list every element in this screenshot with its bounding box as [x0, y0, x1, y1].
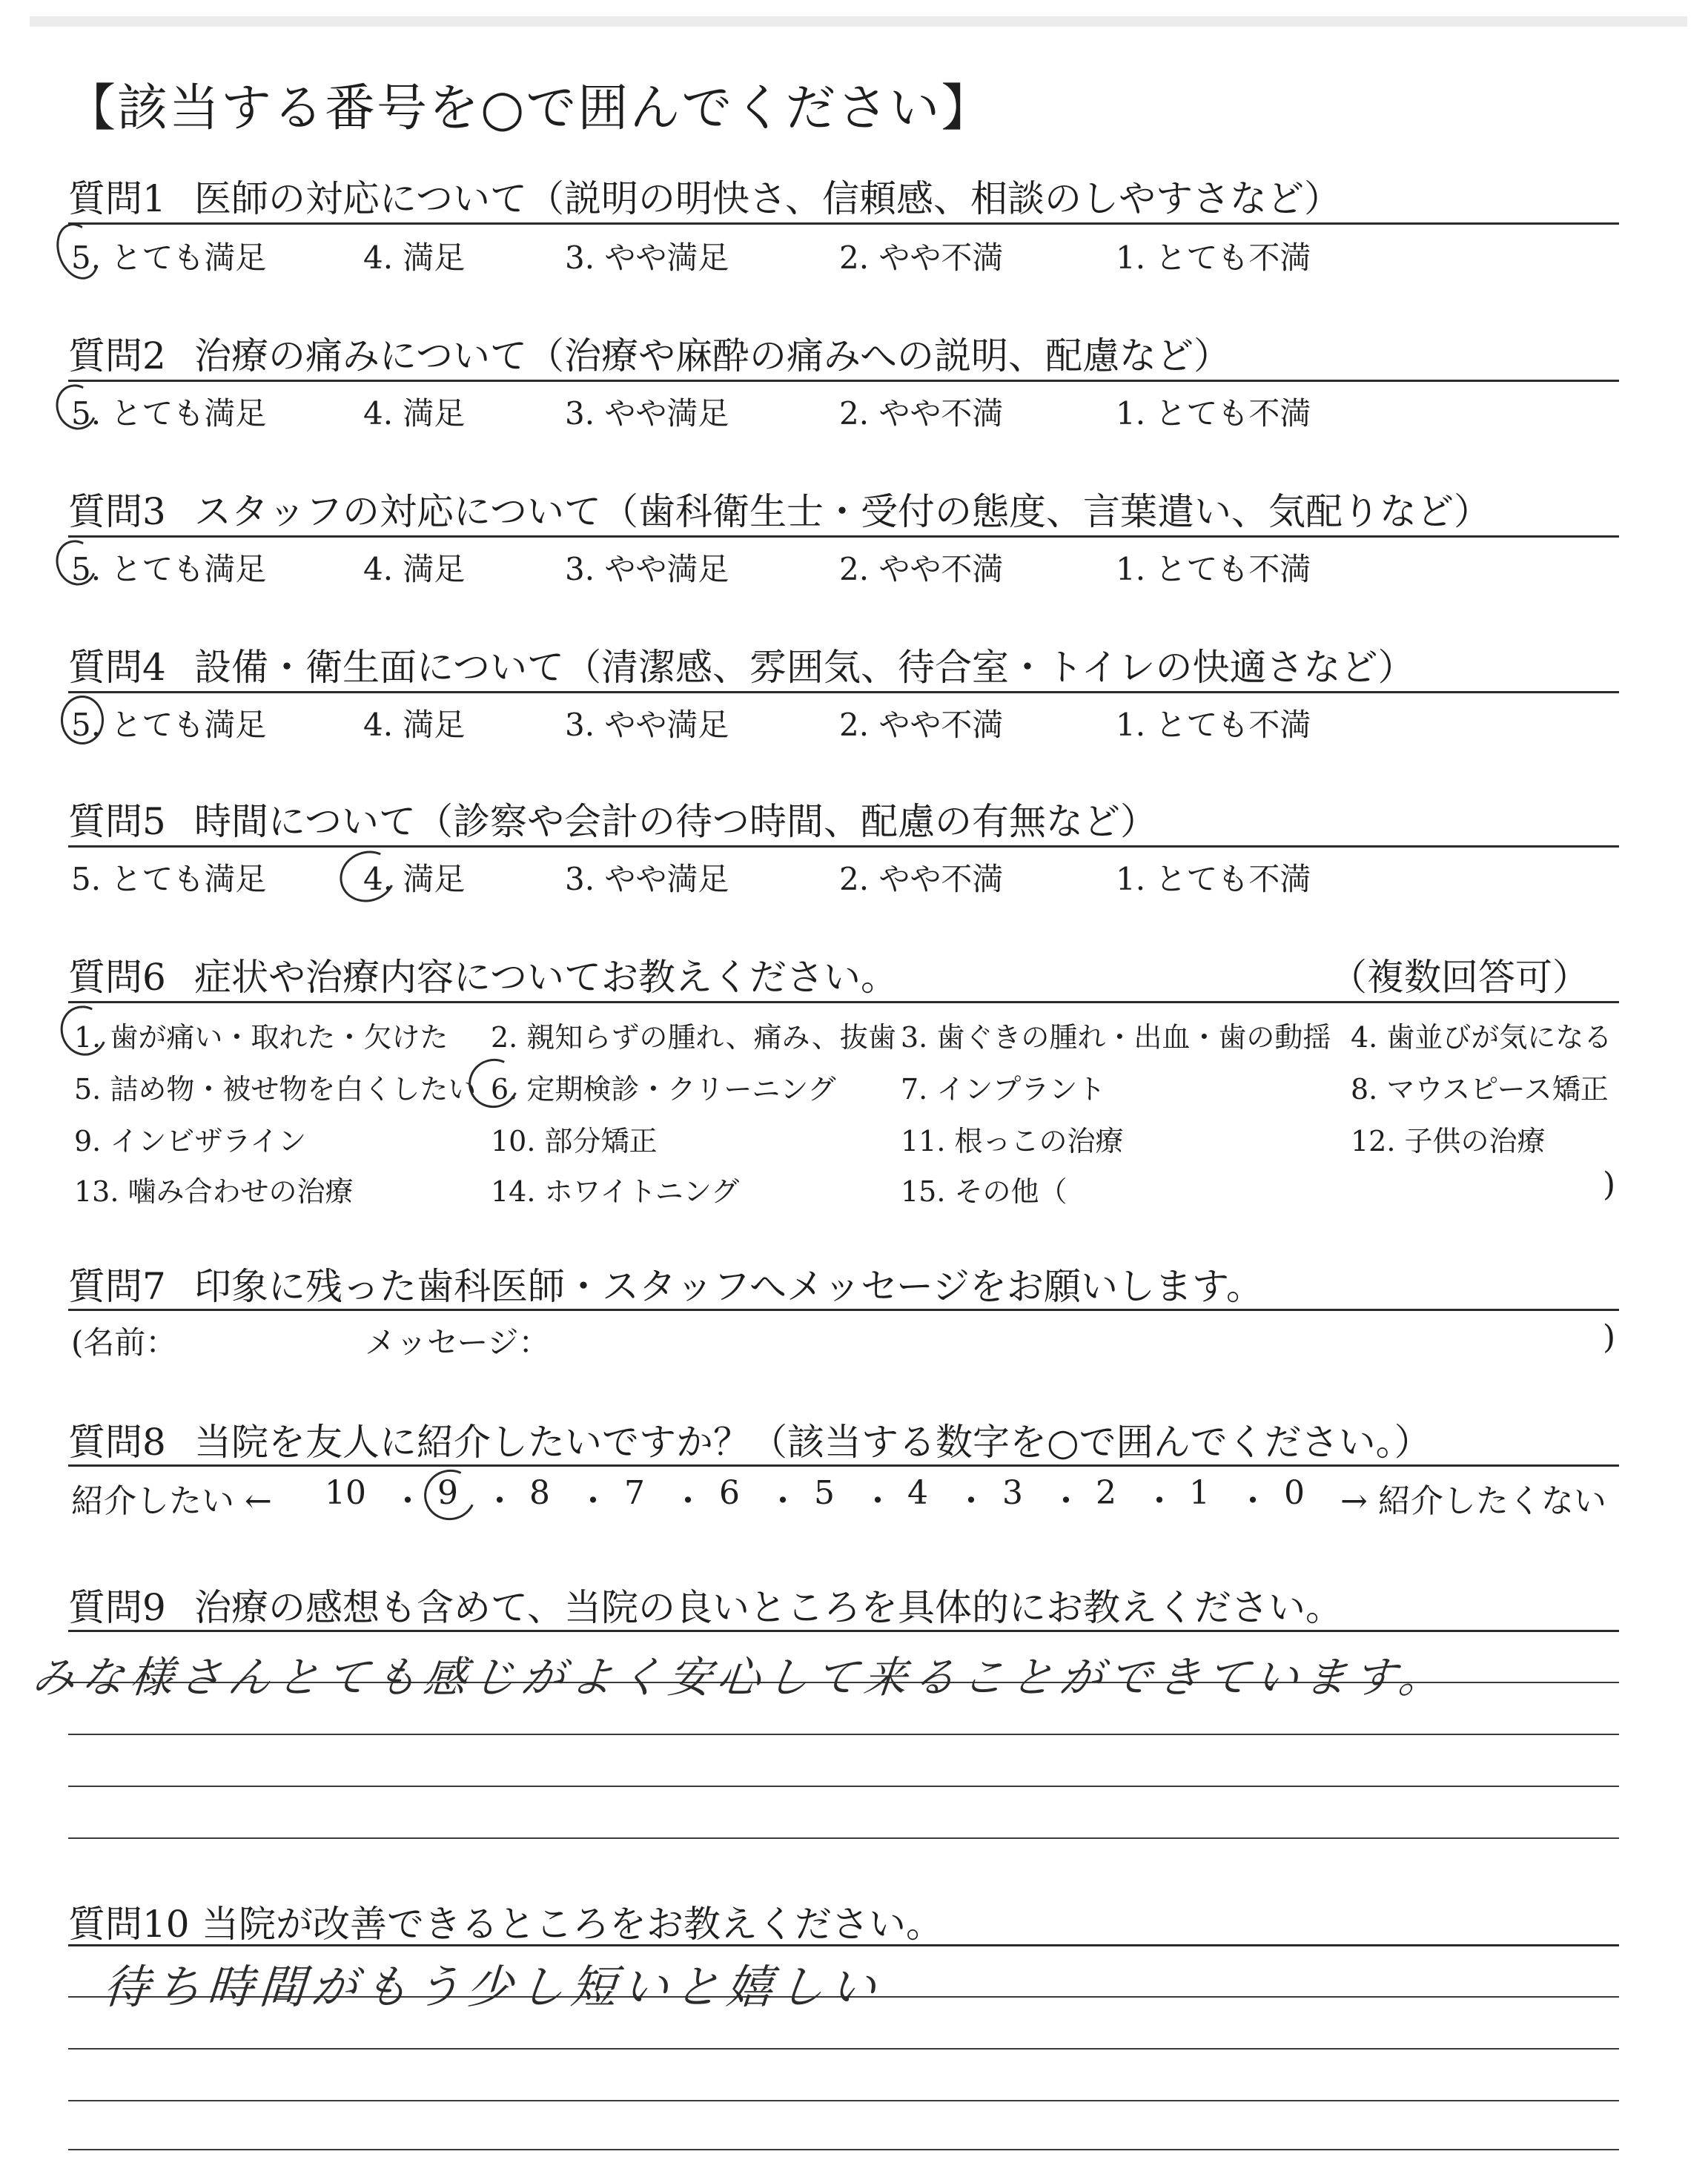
q4-option-4[interactable]: 4. 満足 [363, 707, 466, 743]
scale-dot: ・ [955, 1482, 987, 1520]
divider [68, 380, 1619, 382]
scale-dot: ・ [391, 1482, 424, 1520]
q2-option-1[interactable]: 1. とても不満 [1116, 395, 1311, 432]
question-text: 医師の対応について（説明の明快さ、信頼感、相談のしやすさなど） [194, 177, 1341, 220]
divider [68, 691, 1619, 693]
q2-option-5[interactable]: 5. とても満足 [71, 395, 267, 432]
q4-option-2[interactable]: 2. やや不満 [839, 707, 1004, 743]
other-close-paren: ) [1603, 1166, 1616, 1203]
scale-1[interactable]: 1 [1189, 1474, 1210, 1512]
question-number: 質問1 [68, 177, 166, 220]
question-8 [68, 1413, 1431, 1466]
scale-7[interactable]: 7 [624, 1474, 645, 1512]
scale-0[interactable]: 0 [1284, 1474, 1305, 1512]
q6-option-14[interactable]: 14. ホワイトニング [491, 1175, 740, 1208]
answer-line [68, 1734, 1619, 1735]
recommend-left-label: 紹介したい ← [71, 1482, 272, 1520]
message-label: メッセージ： [365, 1324, 550, 1361]
divider [68, 845, 1619, 848]
q4-option-1[interactable]: 1. とても不満 [1116, 707, 1311, 743]
scale-dot: ・ [483, 1482, 516, 1520]
scale-6[interactable]: 6 [719, 1474, 740, 1512]
question-text: 設備・衛生面について（清潔感、雰囲気、待合室・トイレの快適さなど） [194, 646, 1415, 689]
q5-option-3[interactable]: 3. やや満足 [565, 861, 729, 897]
q2-option-2[interactable]: 2. やや不満 [839, 395, 1004, 432]
q1-option-2[interactable]: 2. やや不満 [839, 240, 1004, 276]
question-4 [68, 638, 1415, 691]
scale-5[interactable]: 5 [814, 1474, 835, 1512]
question-2 [68, 326, 1231, 380]
q5-option-2[interactable]: 2. やや不満 [839, 861, 1004, 897]
question-text: 当院が改善できるところをお教えください。 [202, 1903, 943, 1946]
scale-dot: ・ [767, 1482, 799, 1520]
q6-option-12[interactable]: 12. 子供の治療 [1351, 1125, 1546, 1157]
scale-2[interactable]: 2 [1096, 1474, 1116, 1512]
page-title: 【該当する番号を○で囲んでください】 [65, 79, 993, 138]
question-text: 症状や治療内容についてお教えください。 [194, 956, 898, 999]
q6-option-1[interactable]: 1. 歯が痛い・取れた・欠けた [74, 1021, 448, 1054]
scale-dot: ・ [1143, 1482, 1176, 1520]
answer-line [68, 2149, 1619, 2150]
divider [68, 1309, 1619, 1311]
divider [68, 535, 1619, 538]
answer-line [68, 1837, 1619, 1839]
q6-option-7[interactable]: 7. インプラント [901, 1073, 1106, 1106]
answer-line [68, 2048, 1619, 2050]
question-3 [68, 482, 1491, 535]
q6-option-10[interactable]: 10. 部分矯正 [491, 1125, 658, 1157]
scale-10[interactable]: 10 [325, 1474, 366, 1512]
question-6 [68, 948, 898, 1001]
q9-handwritten-answer[interactable]: みな様さんとても感じがよく安心して来ることができています。 [29, 1652, 1451, 1702]
question-number: 質問9 [68, 1586, 166, 1629]
scale-9[interactable]: 9 [437, 1474, 458, 1512]
q6-option-6[interactable]: 6. 定期検診・クリーニング [491, 1073, 836, 1106]
q5-option-5[interactable]: 5. とても満足 [71, 861, 267, 897]
question-text: 時間について（診察や会計の待つ時間、配慮の有無など） [194, 800, 1157, 843]
message-close-paren: ) [1603, 1318, 1616, 1356]
q1-option-1[interactable]: 1. とても不満 [1116, 240, 1311, 276]
question-1 [68, 169, 1341, 222]
question-9 [68, 1578, 1343, 1631]
answer-line [68, 1786, 1619, 1787]
question-text: 治療の感想も含めて、当院の良いところを具体的にお教えください。 [194, 1586, 1343, 1629]
q10-handwritten-answer[interactable]: 待ち時間がもう少し短いと嬉しい [102, 1960, 884, 2014]
q2-option-3[interactable]: 3. やや満足 [565, 395, 729, 432]
q3-option-2[interactable]: 2. やや不満 [839, 551, 1004, 587]
q4-option-5[interactable]: 5. とても満足 [71, 707, 267, 743]
q6-option-13[interactable]: 13. 噛み合わせの治療 [74, 1175, 354, 1208]
question-5 [68, 792, 1157, 845]
q3-option-1[interactable]: 1. とても不満 [1116, 551, 1311, 587]
question-number: 質問8 [68, 1421, 166, 1464]
q3-option-5[interactable]: 5. とても満足 [71, 551, 267, 587]
scale-dot: ・ [577, 1482, 609, 1520]
divider [68, 1630, 1619, 1632]
q1-option-3[interactable]: 3. やや満足 [565, 240, 729, 276]
question-text: 治療の痛みについて（治療や麻酔の痛みへの説明、配慮など） [194, 334, 1231, 377]
handdrawn-circle-mark [333, 843, 403, 910]
q6-option-5[interactable]: 5. 詰め物・被せ物を白くしたい [74, 1073, 477, 1106]
q1-option-4[interactable]: 4. 満足 [363, 240, 466, 276]
question-7 [68, 1257, 1263, 1310]
q6-option-2[interactable]: 2. 親知らずの腫れ、痛み、抜歯 [491, 1021, 896, 1054]
q6-option-8[interactable]: 8. マウスピース矯正 [1351, 1073, 1609, 1106]
scale-dot: ・ [1050, 1482, 1082, 1520]
question-number: 質問6 [68, 956, 166, 999]
scale-dot: ・ [672, 1482, 704, 1520]
recommend-right-label: → 紹介したくない [1340, 1482, 1606, 1520]
question-number: 質問7 [68, 1265, 166, 1308]
q6-option-9[interactable]: 9. インビザライン [74, 1125, 307, 1157]
q4-option-3[interactable]: 3. やや満足 [565, 707, 729, 743]
question-number: 質問2 [68, 334, 166, 377]
question-number: 質問4 [68, 646, 166, 689]
divider [68, 222, 1619, 225]
scan-edge [30, 16, 1687, 27]
scale-dot: ・ [1237, 1482, 1269, 1520]
scale-dot: ・ [861, 1482, 894, 1520]
divider [68, 1944, 1619, 1946]
q1-option-5[interactable]: 5. とても満足 [71, 240, 267, 276]
q6-option-3[interactable]: 3. 歯ぐきの腫れ・出血・歯の動揺 [901, 1021, 1331, 1054]
q3-option-4[interactable]: 4. 満足 [363, 551, 466, 587]
question-number: 質問5 [68, 800, 166, 843]
scale-8[interactable]: 8 [529, 1474, 550, 1512]
scale-3[interactable]: 3 [1002, 1474, 1023, 1512]
answer-line [68, 2100, 1619, 2101]
q5-option-1[interactable]: 1. とても不満 [1116, 861, 1311, 897]
q3-option-3[interactable]: 3. やや満足 [565, 551, 729, 587]
name-label: (名前： [71, 1324, 177, 1361]
multiple-answer-note: （複数回答可） [1330, 956, 1589, 999]
handdrawn-circle-mark [417, 1462, 483, 1527]
q6-option-15[interactable]: 15. その他（ [901, 1175, 1068, 1208]
question-number: 質問3 [68, 490, 166, 533]
scale-4[interactable]: 4 [907, 1474, 928, 1512]
question-10 [68, 1895, 943, 1948]
q6-option-4[interactable]: 4. 歯並びが気になる [1351, 1021, 1612, 1054]
question-text: スタッフの対応について（歯科衛生士・受付の態度、言葉遣い、気配りなど） [194, 490, 1491, 533]
q5-option-4[interactable]: 4. 満足 [363, 861, 466, 897]
q2-option-4[interactable]: 4. 満足 [363, 395, 466, 432]
question-text: 当院を友人に紹介したいですか？（該当する数字を○で囲んでください。） [194, 1421, 1431, 1464]
divider [68, 1001, 1619, 1003]
question-number: 質問10 [68, 1903, 190, 1946]
question-text: 印象に残った歯科医師・スタッフへメッセージをお願いします。 [194, 1265, 1263, 1308]
q6-option-11[interactable]: 11. 根っこの治療 [901, 1125, 1124, 1157]
handdrawn-circle-mark [61, 696, 104, 744]
divider [68, 1464, 1619, 1467]
